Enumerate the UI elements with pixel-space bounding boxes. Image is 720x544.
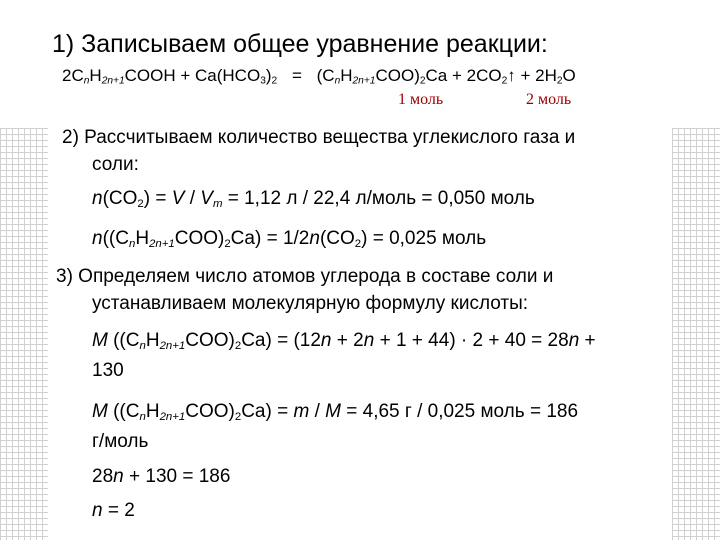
eq-sign: = — [291, 66, 302, 85]
formula-n-co2: $n(CO_2) = V / V_m = 1,12$ л / 22,4 л/моль = 0,050 моль — [92, 188, 535, 210]
formula-molar-mass-unit: г/моль — [92, 431, 149, 452]
eq-rhs: $(C_nH_{2n+1}COO)_2Ca$ + $2CO_2↑ + 2H_2O$ — [316, 66, 576, 87]
step2-title-line2: соли: — [92, 154, 139, 175]
step2-title-line1: 2) Рассчитываем количество вещества углекислого газа и — [62, 127, 576, 148]
heading-text: 1) Записываем общее уравнение реакции: — [52, 30, 548, 58]
formula-n-salt: $n((C_nH_{2n+1}COO)_2Ca) = 1/2n(CO_2) = 0,025$ моль — [92, 228, 487, 250]
equation-n-value: n = 2 — [92, 500, 135, 521]
mol-label-salt: 1 моль — [398, 91, 444, 108]
equation-28n: 28n + 130 = 186 — [92, 466, 231, 487]
heading — [52, 30, 548, 59]
eq-lhs: $2C_nH_{2n+1}COOH + Ca(HCO_3)_2$ — [62, 66, 278, 87]
formula-molar-mass-expr: M $((C_nH_{2n+1}COO)_2Ca) = (12n + 2n + 1 + 44) \cdot 2 + 40 = 28n$ + — [92, 330, 596, 352]
step3-title-line1: 3) Определяем число атомов углерода в составе соли и — [56, 266, 554, 287]
step3-title-line2: устанавливаем молекулярную формулу кислоты: — [92, 293, 529, 314]
mol-label-co2: 2 моль — [526, 91, 572, 108]
formula-molar-mass-expr-cont: 130 — [92, 360, 124, 381]
reaction-equation — [62, 66, 576, 86]
formula-molar-mass-calc: M $((C_nH_{2n+1}COO)_2Ca) = m / M = 4,65$ г / 0,025 моль = 186 — [92, 401, 579, 423]
